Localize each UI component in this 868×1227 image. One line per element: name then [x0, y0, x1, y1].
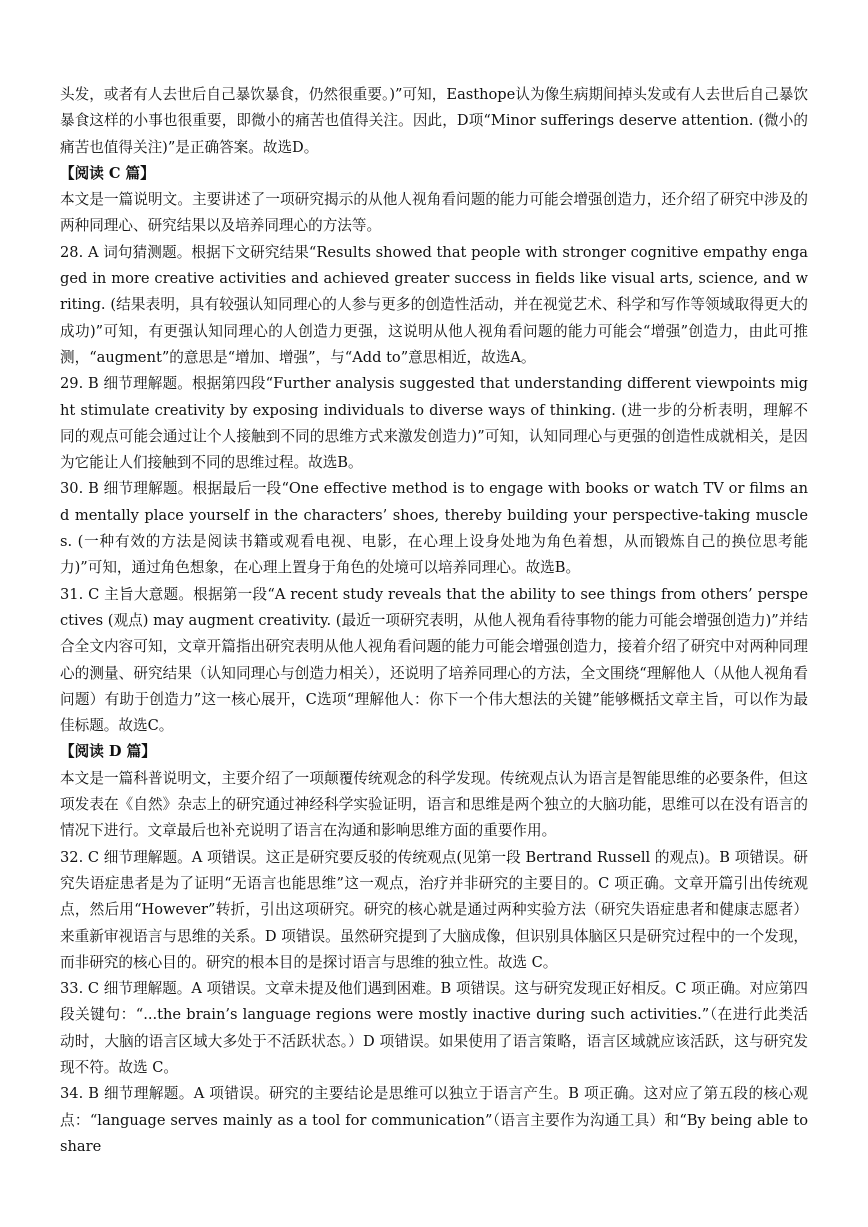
paragraph-answer-32: 32. C 细节理解题。A 项错误。这正是研究要反驳的传统观点(见第一段 Bertrand Russell 的观点)。B 项错误。研究失语症患者是为了证明“无语言也能思维”这一观点，治疗并非研究的主要目的。C 项正确。文章开篇引出传统观点，然后用“However”转折，引出这项研究。研究的核心就是通过两种实验方法（研究失语症患者和健康志愿者）来重新审视语言与思维的关系。D 项错误。虽然研究提到了大脑成像，但识别具体脑区只是研究过程中的一个发现，而非研究的核心目的。研究的根本目的是探讨语言与思维的独立性。故选 C。 — [60, 848, 808, 971]
paragraph-reading-c-summary: 本文是一篇说明文。主要讲述了一项研究揭示的从他人视角看问题的能力可能会增强创造力，还介绍了研究中涉及的两种同理心、研究结果以及培养同理心的方法等。 — [60, 191, 808, 235]
paragraph-intro-continuation: 头发，或者有人去世后自己暴饮暴食，仍然很重要。)”可知，Easthope认为像生病期间掉头发或有人去世后自己暴饮暴食这样的小事也很重要，即微小的痛苦也值得关注。因此，D项“Minor sufferings deserve attention. (微小的痛苦也值得关注)”是正确答案。故选D。 — [60, 86, 808, 156]
document-page — [60, 82, 808, 1160]
paragraph-answer-28: 28. A 词句猜测题。根据下文研究结果“Results showed that people with stronger cognitive empathy engaged in more creative activities and achieved greater success in fields like visual arts, science, and writing. (结果表明，具有较强认知同理心的人参与更多的创造性活动，并在视觉艺术、科学和写作等领域取得更大的成功)”可知，有更强认知同理心的人创造力更强，这说明从他人视角看问题的能力可能会“增强”创造力，由此可推测，“augment”的意思是“增加、增强”，与“Add to”意思相近，故选A。 — [60, 243, 808, 366]
paragraph-answer-30: 30. B 细节理解题。根据最后一段“One effective method is to engage with books or watch TV or films and mentally place yourself in the characters’ shoes, thereby building your perspective-taking muscles. (一种有效的方法是阅读书籍或观看电视、电影，在心理上设身处地为角色着想，从而锻炼自己的换位思考能力)”可知，通过角色想象，在心理上置身于角色的处境可以培养同理心。故选B。 — [60, 480, 808, 577]
section-heading-reading-d: 【阅读 D 篇】 — [60, 743, 156, 761]
paragraph-answer-33: 33. C 细节理解题。A 项错误。文章未提及他们遇到困难。B 项错误。这与研究发现正好相反。C 项正确。对应第四段关键句：“...the brain’s language regions were mostly inactive during such activities.”（在进行此类活动时，大脑的语言区域大多处于不活跃状态。）D 项错误。如果使用了语言策略，语言区域就应该活跃，这与研究发现不符。故选 C。 — [60, 980, 808, 1076]
paragraph-answer-31: 31. C 主旨大意题。根据第一段“A recent study reveals that the ability to see things from others’ perspectives (观点) may augment creativity. (最近一项研究表明，从他人视角看待事物的能力可能会增强创造力)”并结合全文内容可知，文章开篇指出研究表明从他人视角看问题的能力可能会增强创造力，接着介绍了研究中对两种同理心的测量、研究结果（认知同理心与创造力相关），还说明了培养同理心的方法，全文围绕“理解他人（从他人视角看问题）有助于创造力”这一核心展开，C选项“理解他人：你下一个伟大想法的关键”能够概括文章主旨，可以作为最佳标题。故选C。 — [60, 585, 808, 735]
paragraph-answer-29: 29. B 细节理解题。根据第四段“Further analysis suggested that understanding different viewpoints might stimulate creativity by exposing individuals to diverse ways of thinking. (进一步的分析表明，理解不同的观点可能会通过让个人接触到不同的思维方式来激发创造力)”可知，认知同理心与更强的创造性成就相关，是因为它能让人们接触到不同的思维过程。故选B。 — [60, 375, 808, 472]
paragraph-reading-d-summary: 本文是一篇科普说明文，主要介绍了一项颠覆传统观念的科学发现。传统观点认为语言是智能思维的必要条件，但这项发表在《自然》杂志上的研究通过神经科学实验证明，语言和思维是两个独立的大脑功能，思维可以在没有语言的情况下进行。文章最后也补充说明了语言在沟通和影响思维方面的重要作用。 — [60, 769, 808, 840]
paragraph-answer-34: 34. B 细节理解题。A 项错误。研究的主要结论是思维可以独立于语言产生。B 项正确。这对应了第五段的核心观点：“language serves mainly as a tool for communication”（语言主要作为沟通工具）和“By being able to share — [60, 1085, 808, 1155]
section-heading-reading-c: 【阅读 C 篇】 — [60, 164, 155, 182]
